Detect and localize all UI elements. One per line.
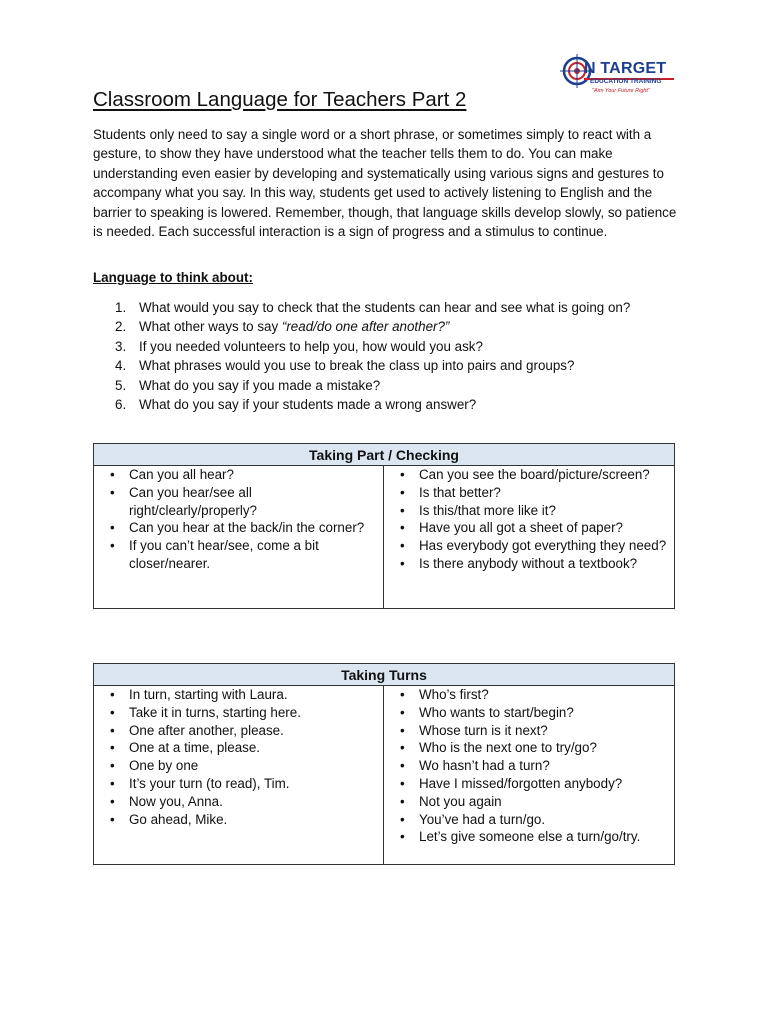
list-item: • It’s your turn (to read), Tim. xyxy=(94,775,379,793)
on-target-logo xyxy=(560,54,680,104)
question-item: 2. What other ways to say “read/do one after another?” xyxy=(115,319,450,335)
right-column xyxy=(384,466,675,609)
list-item: • Can you all hear? xyxy=(94,466,379,484)
list-item: • Take it in turns, starting here. xyxy=(94,704,379,722)
list-item: • Can you see the board/picture/screen? xyxy=(384,466,670,484)
list-item: • In turn, starting with Laura. xyxy=(94,686,379,704)
list-item: • Who is the next one to try/go? xyxy=(384,739,670,757)
page-title: Classroom Language for Teachers Part 2 xyxy=(93,88,467,111)
think-heading: Language to think about: xyxy=(93,270,253,285)
taking-part-table xyxy=(93,443,675,609)
left-column xyxy=(94,466,384,609)
question-item: 5. What do you say if you made a mistake? xyxy=(115,377,381,393)
question-list xyxy=(93,298,683,414)
question-item: 6. What do you say if your students made a wrong answer? xyxy=(115,396,477,412)
list-item: • Now you, Anna. xyxy=(94,793,379,811)
list-item: • One by one xyxy=(94,757,379,775)
list-item: • Whose turn is it next? xyxy=(384,722,670,740)
logo-subtitle: EDUCATION TRAINING xyxy=(590,78,662,85)
list-item: • If you can’t hear/see, come a bit closer/nearer. xyxy=(94,537,379,573)
logo-tagline: "Aim Your Future Right" xyxy=(592,88,650,94)
list-item: • Have I missed/forgotten anybody? xyxy=(384,775,670,793)
right-column xyxy=(384,686,675,865)
list-item: • One at a time, please. xyxy=(94,739,379,757)
left-column xyxy=(94,686,384,865)
question-item: 4. What phrases would you use to break the class up into pairs and groups? xyxy=(115,358,575,374)
list-item: • Go ahead, Mike. xyxy=(94,811,379,829)
list-item: • Wo hasn’t had a turn? xyxy=(384,757,670,775)
list-item: • Who’s first? xyxy=(384,686,670,704)
list-item: • Is this/that more like it? xyxy=(384,502,670,520)
list-item: • You’ve had a turn/go. xyxy=(384,811,670,829)
list-item: • Can you hear at the back/in the corner? xyxy=(94,519,379,537)
list-item: • Not you again xyxy=(384,793,670,811)
list-item: • Is that better? xyxy=(384,484,670,502)
list-item: • One after another, please. xyxy=(94,722,379,740)
list-item: • Can you hear/see all right/clearly/properly? xyxy=(94,484,379,520)
list-item: • Has everybody got everything they need? xyxy=(384,537,670,555)
intro-paragraph: Students only need to say a single word or a short phrase, or sometimes simply to react with a gesture, to show they have understood what the teacher tells them to do. You can make understanding even easier by developing and systematically using various signs and gestures to accompany what you say. In this way, students get used to actively listening to English and the barrier to speaking is lowered. Remember, though, that language skills develop slowly, so patience is needed. Each successful interaction is a sign of progress and a stimulus to continue. xyxy=(93,127,677,240)
logo-name: N TARGET xyxy=(584,60,667,77)
question-item: 1. What would you say to check that the students can hear and see what is going on? xyxy=(115,300,631,315)
taking-turns-table xyxy=(93,663,675,865)
question-item: 3. If you needed volunteers to help you, how would you ask? xyxy=(115,338,483,354)
list-item: • Have you all got a sheet of paper? xyxy=(384,519,670,537)
list-item: • Who wants to start/begin? xyxy=(384,704,670,722)
table-heading: Taking Part / Checking xyxy=(94,444,675,466)
table-heading: Taking Turns xyxy=(94,664,675,686)
list-item: • Is there anybody without a textbook? xyxy=(384,555,670,573)
list-item: • Let’s give someone else a turn/go/try. xyxy=(384,828,670,846)
